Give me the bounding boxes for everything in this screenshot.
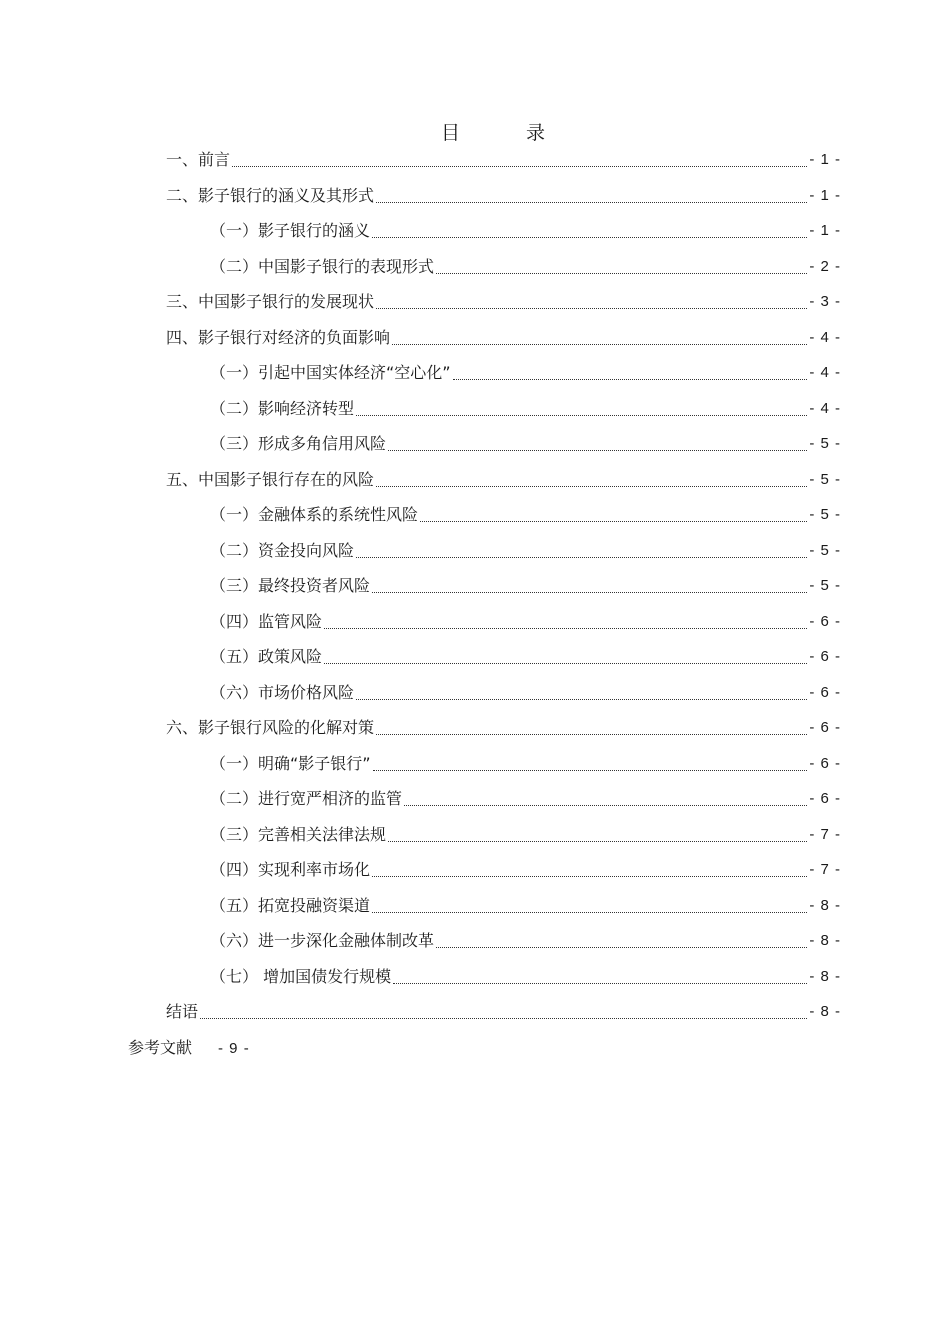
dot-leader: [372, 875, 807, 877]
toc-entry-page: - 8 -: [809, 932, 841, 949]
toc-entry-page: - 6 -: [809, 790, 841, 807]
toc-entry-label: 五、中国影子银行存在的风险: [166, 469, 375, 489]
dot-leader: [404, 804, 807, 806]
toc-entry[interactable]: [210, 746, 841, 782]
toc-entry-label: 参考文献: [128, 1038, 193, 1057]
toc-entry-label: （一）影子银行的涵义: [210, 221, 371, 240]
toc-entry[interactable]: [210, 923, 841, 959]
dot-leader: [232, 165, 807, 167]
toc-entry-page: - 5 -: [809, 541, 841, 559]
dot-leader: [324, 627, 807, 629]
toc-entry[interactable]: [166, 320, 841, 356]
dot-leader: [356, 556, 807, 558]
toc-entry-label: （四）实现利率市场化: [210, 860, 371, 879]
toc-entry-page: - 1 -: [809, 186, 841, 204]
toc-entry-page: - 6 -: [809, 683, 841, 701]
dot-leader: [356, 414, 807, 416]
dot-leader: [200, 1017, 807, 1019]
toc-entry-label: （六）市场价格风险: [210, 682, 355, 702]
toc-entry-page: - 8 -: [809, 967, 841, 985]
toc-entry-page: - 4 -: [809, 364, 841, 381]
toc-entry[interactable]: [210, 391, 841, 427]
toc-entry-page: - 1 -: [809, 222, 841, 239]
toc-entry-label: （一）金融体系的系统性风险: [210, 505, 419, 524]
dot-leader: [376, 201, 807, 203]
toc-entry[interactable]: [210, 604, 841, 640]
dot-leader: [436, 946, 807, 948]
toc-entry-label: 结语: [166, 1002, 199, 1021]
dot-leader: [356, 698, 807, 700]
toc-entry-label: （三）完善相关法律法规: [210, 824, 387, 844]
toc-entry-label: （一）明确“影子银行”: [210, 753, 371, 773]
toc-entry-page: - 9 -: [218, 1040, 250, 1057]
dot-leader: [373, 769, 808, 771]
dot-leader: [372, 236, 807, 238]
toc-entry-label: （二）中国影子银行的表现形式: [210, 256, 435, 276]
toc-entry[interactable]: [210, 639, 841, 675]
toc-entry[interactable]: [210, 852, 841, 888]
toc-entry-label: 二、影子银行的涵义及其形式: [166, 185, 375, 205]
toc-entry-page: - 8 -: [809, 896, 841, 914]
toc-entry-references[interactable]: [128, 1030, 250, 1066]
toc-entry[interactable]: [166, 142, 841, 178]
dot-leader: [392, 343, 807, 345]
toc-entry-label: 一、前言: [166, 150, 231, 169]
toc-entry-page: - 3 -: [809, 293, 841, 310]
toc-entry[interactable]: [210, 568, 841, 604]
dot-leader: [453, 378, 808, 380]
dot-leader: [436, 272, 807, 274]
toc-entry-label: 六、影子银行风险的化解对策: [166, 718, 375, 737]
dot-leader: [388, 840, 807, 842]
toc-entry[interactable]: [210, 959, 841, 995]
toc-entry-label: （三）形成多角信用风险: [210, 434, 387, 453]
toc-entry[interactable]: [210, 781, 841, 817]
dot-leader: [393, 982, 807, 984]
toc-entry-label: （二）资金投向风险: [210, 540, 355, 560]
toc-entry-page: - 7 -: [809, 861, 841, 878]
toc-entry-page: - 7 -: [809, 825, 841, 843]
dot-leader: [376, 307, 807, 309]
toc-entry[interactable]: [166, 994, 841, 1030]
page-title: 目 录: [440, 122, 576, 144]
toc-entry-page: - 5 -: [809, 577, 841, 594]
toc-entry[interactable]: [166, 710, 841, 746]
toc-entry[interactable]: [210, 817, 841, 853]
toc-entry-page: - 6 -: [809, 612, 841, 630]
toc-entry-page: - 8 -: [809, 1003, 841, 1020]
toc-entry-page: - 4 -: [809, 399, 841, 417]
dot-leader: [376, 485, 807, 487]
toc-entry[interactable]: [210, 888, 841, 924]
toc-entry-label: 三、中国影子银行的发展现状: [166, 292, 375, 311]
dot-leader: [372, 591, 807, 593]
toc-entry[interactable]: [210, 213, 841, 249]
toc-entry-label: （一）引起中国实体经济“空心化”: [210, 363, 451, 382]
toc-entry-label: （四）监管风险: [210, 611, 323, 631]
toc-entry[interactable]: [166, 178, 841, 214]
toc-entry-page: - 6 -: [809, 719, 841, 736]
toc-entry[interactable]: [210, 426, 841, 462]
toc-entry[interactable]: [210, 497, 841, 533]
toc-entry-label: （三）最终投资者风险: [210, 576, 371, 595]
dot-leader: [324, 662, 807, 664]
toc-entry-page: - 5 -: [809, 506, 841, 523]
dot-leader: [388, 449, 807, 451]
toc-entry[interactable]: [210, 355, 841, 391]
dot-leader: [376, 733, 807, 735]
toc-entry-page: - 4 -: [809, 328, 841, 346]
dot-leader: [420, 520, 807, 522]
toc-entry-label: 四、影子银行对经济的负面影响: [166, 327, 391, 347]
toc-entry-page: - 6 -: [809, 754, 841, 772]
toc-entry[interactable]: [166, 284, 841, 320]
toc-entry[interactable]: [210, 249, 841, 285]
toc-entry-label: （七） 增加国债发行规模: [210, 966, 392, 986]
toc-entry-label: （五）政策风险: [210, 647, 323, 666]
toc-entry-label: （五）拓宽投融资渠道: [210, 895, 371, 915]
toc-entry[interactable]: [210, 675, 841, 711]
toc-entry-page: - 6 -: [809, 648, 841, 665]
toc-entry-page: - 5 -: [809, 470, 841, 488]
toc-entry-label: （六）进一步深化金融体制改革: [210, 931, 435, 950]
toc-entry-page: - 2 -: [809, 257, 841, 275]
toc-entry-page: - 5 -: [809, 435, 841, 452]
toc-entry-label: （二）影响经济转型: [210, 398, 355, 418]
toc-entry[interactable]: [166, 462, 841, 498]
toc-entry-label: （二）进行宽严相济的监管: [210, 789, 403, 808]
toc-entry-page: - 1 -: [809, 151, 841, 168]
dot-leader: [372, 911, 807, 913]
toc-entry[interactable]: [210, 533, 841, 569]
